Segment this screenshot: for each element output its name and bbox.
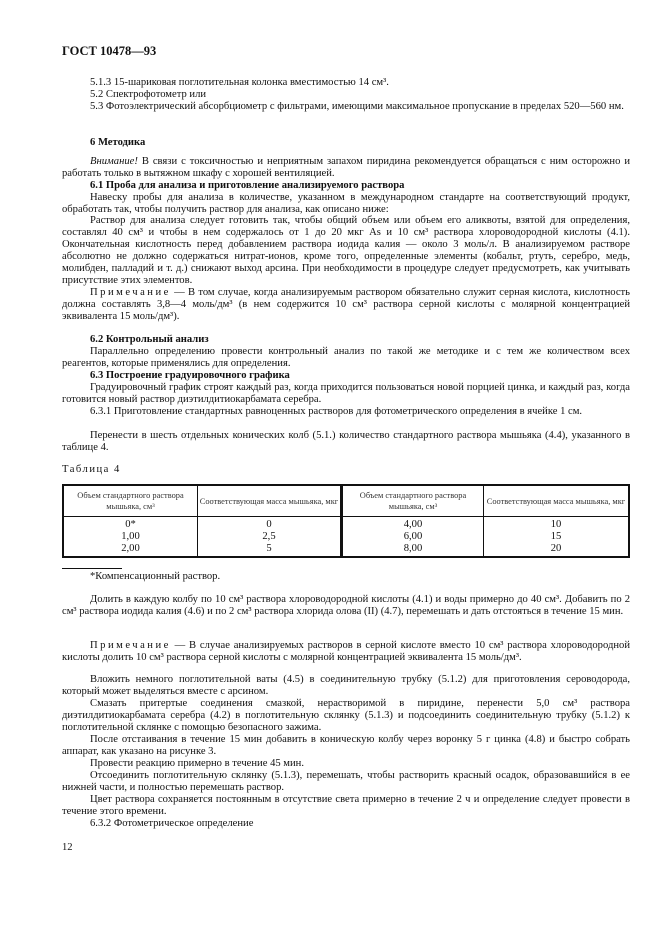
table-body-row xyxy=(63,517,629,558)
section-6-3-title: 6.3 Построение градуировочного графика xyxy=(90,370,290,381)
paragraph-disconnect: Отсоединить поглотительную склянку (5.1.3), перемешать, чтобы растворить красный осадок, образовавшийся в ее нижней части, и полностью перемешать раствор. xyxy=(62,770,630,793)
paragraph-cotton: Вложить немного поглотительной ваты (4.5) в соединительную трубку (5.1.2) для приготовления сероводорода, который может выделяться вместе с арсином. xyxy=(62,674,630,697)
note-2 xyxy=(62,640,630,664)
table-cell-column xyxy=(63,517,198,558)
table-cell: 2,5 xyxy=(262,531,276,542)
column-header: Объем стандартного раствора мышьяка, см³ xyxy=(342,485,484,517)
table-cell: 5 xyxy=(266,543,272,554)
section-6-title: 6 Методика xyxy=(90,137,146,148)
table-header-row xyxy=(63,485,629,517)
table-cell: 0* xyxy=(125,519,136,530)
paragraph-6-1-sample: Навеску пробы для анализа в количестве, указанном в международном стандарте на соответствующий продукт, обработать так, чтобы получить раствор для анализа, как описано ниже: xyxy=(62,192,630,215)
table-cell: 1,00 xyxy=(121,531,140,542)
footnote-divider xyxy=(62,568,122,569)
paragraph-6-3-1: 6.3.1 Приготовление стандартных равноценных растворов для фотометрического определения в ячейке 1 см. xyxy=(90,406,583,417)
section-6-1-title: 6.1 Проба для анализа и приготовление анализируемого раствора xyxy=(90,180,405,191)
paragraph-6-1-solution: Раствор для анализа следует готовить так, чтобы общий объем или объем его аликвоты, взятой для определения, составлял 40 см³ и чтобы в нем содержалось от 1 до 20 мкг As и 10 см³ раствора хлороводородной кислоты (4.1). Окончательная кислотность перед добавлением раствора иодида калия — около 3 моль/л. В анализируемом растворе абсолютно не должно содержаться нитрат-ионов, кроме того, определенные элементы (кобальт, ртуть, серебро, медь, молибден, палладий и т. д.) снижают выход арсина. При необходимости в процедуре следует предусмотреть, как учитывать присутствие этих элементов. xyxy=(62,215,630,286)
paragraph-5-1-3: 5.1.3 15-шариковая поглотительная колонка вместимостью 14 см³. xyxy=(90,77,389,88)
page-number: 12 xyxy=(62,842,73,853)
note-label: Примечание xyxy=(90,287,171,298)
document-header: ГОСТ 10478—93 xyxy=(62,44,157,58)
table-cell: 15 xyxy=(550,531,562,542)
paragraph-5-3: 5.3 Фотоэлектрический абсорбциометр с фильтрами, имеющими максимальное пропускание в пределах 520—560 нм. xyxy=(90,101,624,112)
table-cell: 0 xyxy=(266,519,272,530)
table-caption: Таблица 4 xyxy=(62,464,121,475)
section-6-2-title: 6.2 Контрольный анализ xyxy=(90,334,209,345)
table-cell-column xyxy=(484,517,630,558)
note-label: Примечание xyxy=(90,640,171,651)
note-text: — В том случае, когда анализируемым раствором обязательно служит серная кислота, кислотность должна составлять 3,8—4 моль/дм³ (в нем содержится 10 см³ раствора серной кислоты с молярной концентрацией эквивалента 15 моль/дм³). xyxy=(62,287,630,322)
table-cell-column xyxy=(198,517,342,558)
warning-paragraph xyxy=(62,156,630,180)
table-cell: 8,00 xyxy=(403,543,423,554)
paragraph-transfer: Перенести в шесть отдельных конических колб (5.1.) количество стандартного раствора мышьяка (4.4), указанного в таблице 4. xyxy=(62,430,630,453)
note-1 xyxy=(62,287,630,323)
table-cell-column xyxy=(342,517,484,558)
table-cell: 2,00 xyxy=(121,543,140,554)
table-cell: 10 xyxy=(550,519,562,530)
column-header: Соответствующая масса мышьяка, мкг xyxy=(198,485,342,517)
paragraph-6-2: Параллельно определению провести контрольный анализ по такой же методике и с тем же количеством всех реагентов, которые применялись для определения. xyxy=(62,346,630,369)
paragraph-add-acid: Долить в каждую колбу по 10 см³ раствора хлороводородной кислоты (4.1) и воды примерно до 40 см³. Добавить по 2 см³ раствора иодида калия (4.6) и по 2 см³ раствора хлорида олова (II) (4.7), перемешать и дать отстояться в течение 15 мин. xyxy=(62,594,630,617)
paragraph-reaction: Провести реакцию примерно в течение 45 мин. xyxy=(90,758,305,769)
paragraph-6-3: Градуировочный график строят каждый раз, когда приходится пользоваться новой порцией цинка, и каждый раз, когда готовится новый раствор диэтилдитиокарбамата серебра. xyxy=(62,382,630,405)
note-text: — В случае анализируемых растворов в серной кислоте вместо 10 см³ раствора хлороводородной кислоты долить 10 см³ раствора серной кислоты с молярной концентрацией эквивалента 15 моль/дм³. xyxy=(62,640,630,663)
column-header: Соответствующая масса мышьяка, мкг xyxy=(484,485,630,517)
warning-text: В связи с токсичностью и неприятным запахом пиридина рекомендуется обращаться с ним осторожно и работать только в вытяжном шкафу с хорошей вентиляцией. xyxy=(62,156,630,179)
paragraph-5-2: 5.2 Спектрофотометр или xyxy=(90,89,207,100)
column-header: Объем стандартного раствора мышьяка, см³ xyxy=(63,485,198,517)
paragraph-6-3-2: 6.3.2 Фотометрическое определение xyxy=(90,818,254,829)
table-cell: 6,00 xyxy=(403,531,423,542)
paragraph-grease: Смазать притертые соединения смазкой, нерастворимой в пиридине, перенести 5,0 см³ раствора диэтилдитиокарбамата серебра (4.2) в поглотительную склянку (5.1.3) и подсоединить соединительную трубку (5.1.2) к поглотительной склянке с помощью безопасного зажима. xyxy=(62,698,630,733)
paragraph-color: Цвет раствора сохраняется постоянным в отсутствие света примерно в течение 2 ч и определение следует провести в течение этого времени. xyxy=(62,794,630,817)
table-4 xyxy=(62,484,630,558)
table-cell: 20 xyxy=(550,543,562,554)
footnote: *Компенсационный раствор. xyxy=(90,571,221,582)
paragraph-zinc: После отстаивания в течение 15 мин добавить в коническую колбу через воронку 5 г цинка (4.8) и быстро собрать аппарат, как указано на рисунке 3. xyxy=(62,734,630,757)
table-cell: 4,00 xyxy=(403,519,423,530)
warning-label: Внимание! xyxy=(90,156,138,167)
